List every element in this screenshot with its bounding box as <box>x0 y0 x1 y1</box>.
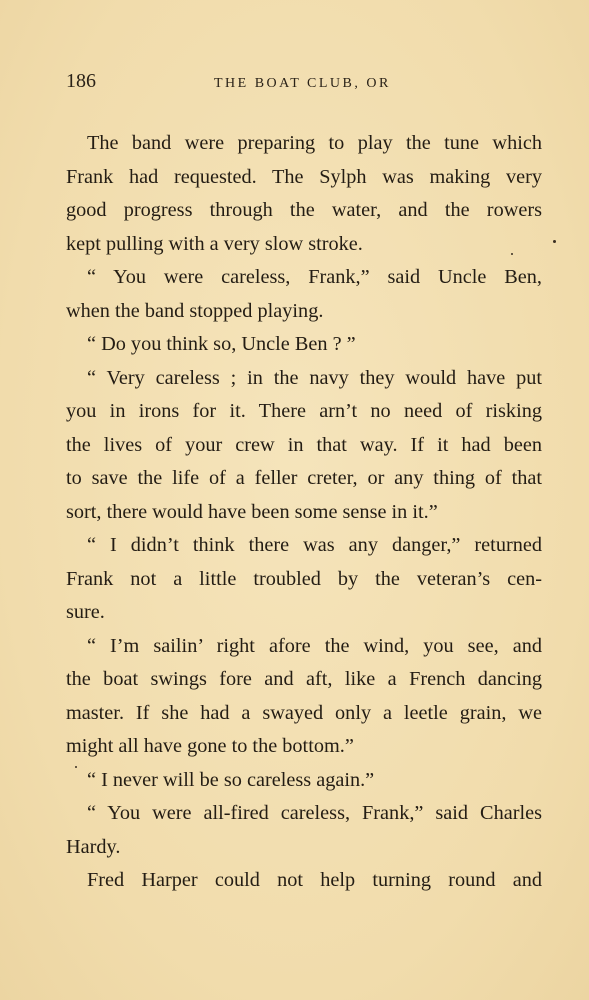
text-line: sort, there would have been some sense in it.” <box>66 500 438 523</box>
text-line: Frank not a little troubled by the veteran’s cen- <box>66 567 542 590</box>
running-head: THE BOAT CLUB, OR <box>214 76 391 91</box>
text-line: sure. <box>66 601 105 623</box>
text-line: kept pulling with a very slow stroke. <box>66 232 363 255</box>
text-line: the boat swings fore and aft, like a French dancing <box>66 668 542 690</box>
page-header <box>66 70 542 100</box>
text-line: “ I’m sailin’ right afore the wind, you see, and <box>87 634 542 657</box>
text-line: Fred Harper could not help turning round and <box>87 869 542 891</box>
text-line: “ I didn’t think there was any danger,” returned <box>87 534 542 556</box>
text-line: to save the life of a feller creter, or any thing of that <box>66 467 542 489</box>
text-line: “ Do you think so, Uncle Ben ? ” <box>87 333 356 355</box>
text-line: when the band stopped playing. <box>66 299 324 322</box>
text-line: master. If she had a swayed only a leetle grain, we <box>66 701 542 724</box>
text-line: The band were preparing to play the tune which <box>87 132 542 154</box>
text-line: Hardy. <box>66 835 121 858</box>
page-number: 186 <box>66 70 96 92</box>
text-line: “ I never will be so careless again.” <box>87 768 375 791</box>
text-line: “ You were all-fired careless, Frank,” said Charles <box>87 802 542 824</box>
text-line: “ Very careless ; in the navy they would have put <box>87 366 542 389</box>
text-line: good progress through the water, and the rowers <box>66 199 542 221</box>
body-text <box>66 127 542 898</box>
text-line: the lives of your crew in that way. If it had been <box>66 433 542 456</box>
text-line: you in irons for it. There arn’t no need of risking <box>66 400 542 422</box>
text-line: Frank had requested. The Sylph was making very <box>66 165 542 188</box>
text-line: might all have gone to the bottom.” <box>66 735 354 757</box>
ink-speck <box>553 240 556 243</box>
ink-speck <box>75 766 77 768</box>
text-line: “ You were careless, Frank,” said Uncle Ben, <box>87 266 542 288</box>
ink-speck <box>511 253 513 255</box>
